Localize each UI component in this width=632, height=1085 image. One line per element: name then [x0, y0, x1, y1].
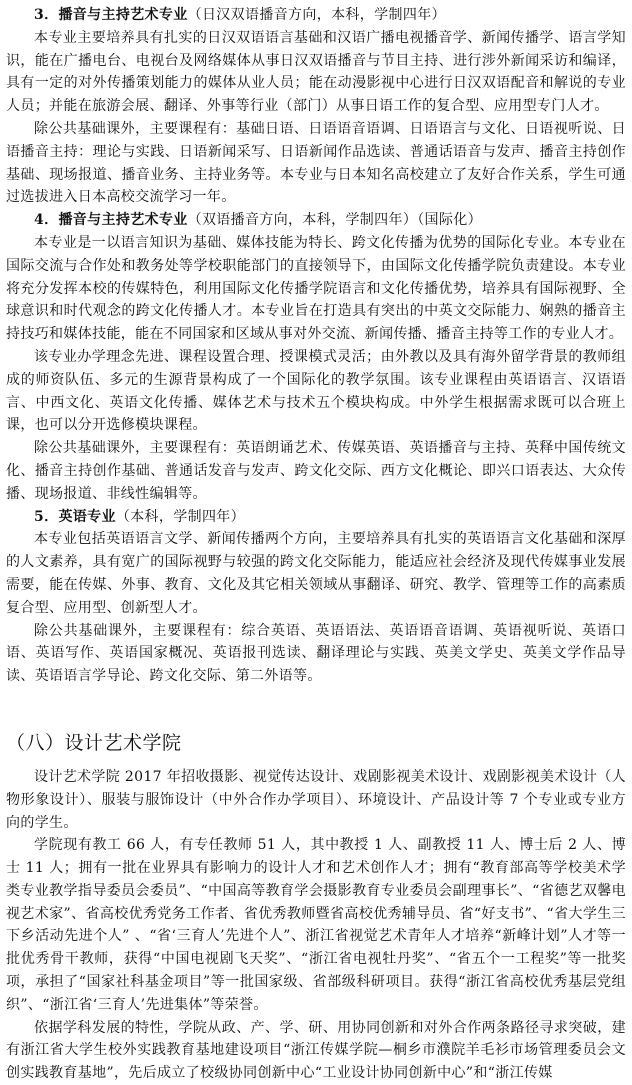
major-number: 3． — [34, 7, 59, 23]
major-heading — [6, 209, 626, 232]
major-heading — [6, 506, 626, 529]
major-name: 播音与主持艺术专业 — [58, 7, 188, 23]
major-number: 5． — [34, 508, 59, 525]
major-detail: （双语播音方向，本科，学制四年）（国际化） — [187, 212, 482, 229]
major-detail: （日汉双语播音方向，本科，学制四年） — [187, 7, 446, 23]
section-paragraph: 设计艺术学院 2017 年招收摄影、视觉传达设计、戏剧影视美术设计、戏剧影视美术设计（人物形象设计）、服装与服饰设计（中外合作办学项目）、环境设计、产品设计等 7 个专业或专业方向的学生。 — [6, 768, 626, 831]
major-intro-paragraph: 本专业主要培养具有扎实的日汉双语语言基础和汉语广播电视播音学、新闻传播学、语言学知识，能在广播电台、电视台及网络媒体从事日汉双语播音与节目主持、进行涉外新闻采访和编译，具有一定的对外传播策划能力的媒体从业人员；能在动漫影视中心进行日汉双语配音和解说的专业人员；并能在旅游会展、翻译、外事等行业（部门）从事日语工作的复合型、应用型专门人才。 — [6, 29, 626, 115]
major-courses-paragraph: 除公共基础课外，主要课程有：综合英语、英语语法、英语语音语调、英语视听说、英语口语、英语写作、英语国家概况、英语报刊选读、翻译理论与实践、英美文学史、英美文学作品导读、英语语言学导论、跨文化交际、第二外语等。 — [6, 622, 626, 685]
major-number: 4． — [34, 212, 59, 229]
major-intro-paragraph: 本专业包括英语语言文学、新闻传播两个方向，主要培养具有扎实的英语语言文化基础和深厚的人文素养，具有宽广的国际视野与较强的跨文化交际能力，能适应社会经济及现代传媒事业发展需要，能在传媒、外事、教育、文化及其它相关领域从事翻译、研究、教学、管理等工作的高素质复合型、应用型、创新型人才。 — [6, 531, 626, 616]
major-intro-paragraph: 本专业是一以语言知识为基础、媒体技能为特长、跨文化传播为优势的国际化专业。本专业在国际交流与合作处和教务处等学校职能部门的直接领导下，由国际文化传播学院负责建设。本专业将充分发挥本校的传媒特色，利用国际文化传播学院语言和文化传播优势，培养具有国际视野、全球意识和时代观念的跨文化传播人才。本专业旨在打造具有突出的中英文交际能力、娴熟的播音主持技巧和媒体技能，能在不同国家和区域从事对外交流、新闻传播、播音主持等工作的专业人才。 — [6, 234, 626, 343]
major-courses-paragraph: 除公共基础课外，主要课程有：基础日语、日语语音语调、日语语言与文化、日语视听说、日语播音主持：理论与实践、日语新闻采写、日语新闻作品选读、普通话语音与发声、播音主持创作基础、现场报道、播音业务、主持业务等。本专业与日本知名高校建立了友好合作关系，学生可通过选拔进入日本高校交流学习一年。 — [6, 120, 626, 206]
major-detail: （本科，学制四年） — [115, 508, 246, 525]
major-heading — [6, 4, 626, 27]
section-title: （八）设计艺术学院 — [6, 731, 182, 754]
section-paragraph: 依据学科发展的特性，学院从政、产、学、研、用协同创新和对外合作两条路径寻求突破，建有浙江省大学生校外实践教育基地建设项目“浙江传媒学院—桐乡市濮院羊毛衫市场管理委员会文创实践教育基地”，先后成立了校级协同创新中心“工业设计协同创新中心”和“浙江传媒 — [6, 1019, 626, 1082]
major-name: 播音与主持艺术专业 — [58, 212, 188, 229]
major-name: 英语专业 — [58, 508, 116, 525]
major-philosophy-paragraph: 该专业办学理念先进、课程设置合理、授课模式灵活；由外教以及具有海外留学背景的教师组成的师资队伍、多元的生源背景构成了一个国际化的教学氛围。该专业课程由英语语言、汉语语言、中西文化、英语文化传播、媒体艺术与技术五个模块构成。中外学生根据需求既可以合班上课，也可以分开选修模块课程。 — [6, 348, 626, 434]
section-paragraph: 学院现有教工 66 人，有专任教师 51 人，其中教授 1 人、副教授 11 人、博士后 2 人、博士 11 人；拥有一批在业界具有影响力的设计人才和艺术创作人才；拥有“教育部高等学校美术学类专业教学指导委员会委员”、“中国高等教育学会摄影教育专业委员会副理事长”、“省德艺双馨电视艺术家”、省高校优秀党务工作者、省优秀教师暨省高校优秀辅导员、省“好支书”、“省大学生三下乡活动先进个人” 、“省‘三育人’先进个人”、浙江省视觉艺术青年人才培养“新峰计划”人才等一批优秀骨干教师，获得“中国电视剧飞天奖”、“浙江省电视牡丹奖”、“省五个一工程奖”等一批奖项，承担了“国家社科基金项目”等一批国家级、省部级科研项目。获得“浙江省高校优秀基层党组织”、“浙江省‘三育人’先进集体”等荣誉。 — [6, 837, 626, 1013]
major-courses-paragraph: 除公共基础课外，主要课程有：英语朗诵艺术、传媒英语、英语播音与主持、英释中国传统文化、播音主持创作基础、普通话发音与发声、跨文化交际、西方文化概论、即兴口语表达、大众传播、现场报道、非线性编辑等。 — [6, 440, 626, 502]
